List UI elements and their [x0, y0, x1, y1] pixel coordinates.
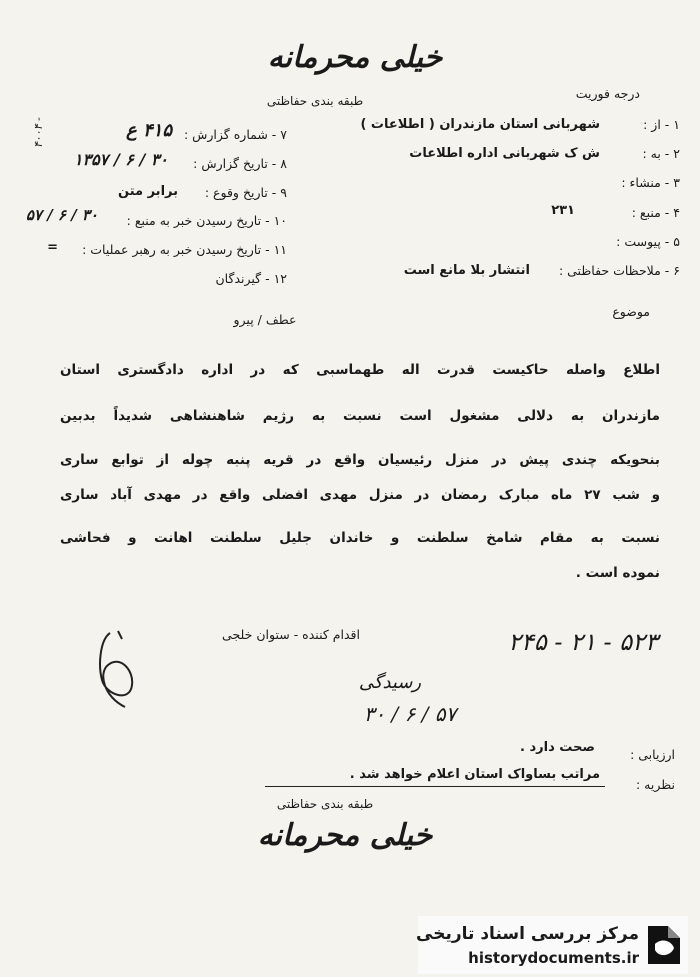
watermark [418, 916, 688, 974]
opinion-value: مراتب بساواک استان اعلام خواهد شد . [349, 767, 600, 782]
handwritten-date: ۳۰ / ۶ / ۵۷ [363, 702, 457, 726]
handwritten-number: ۲۴۵ - ۲۱ - ۵۲۳ [508, 628, 658, 656]
field-origin-label: ۳ - منشاء : [621, 175, 680, 190]
field-to-value: ش ک شهربانی اداره اطلاعات [409, 146, 600, 161]
classification-top: خیلی محرمانه [267, 40, 443, 75]
field-security-value: انتشار بلا مانع است [403, 263, 530, 278]
field-event-date-label: ۹ - تاریخ وقوع : [204, 185, 287, 200]
handwritten-note: رسیدگی [358, 672, 422, 693]
field-to-label: ۲ - به : [642, 146, 680, 161]
field-report-date-value: ۳۰ / ۶ / ۱۳۵۷ [73, 150, 168, 169]
classification-label-bottom: طبقه بندی حفاظتی [276, 797, 374, 811]
watermark-url: historydocuments.ir [468, 949, 639, 967]
field-ops-receipt-label: ۱۱ - تاریخ رسیدن خبر به رهبر عملیات : [82, 242, 287, 257]
action-by: اقدام کننده - ستوان خلجی [222, 627, 360, 642]
field-attachment-label: ۵ - پیوست : [616, 234, 680, 249]
body-line-3: بنحویکه چندی پیش در منزل رئیسیان واقع در قریه پنبه چوله از توابع ساری [60, 452, 660, 468]
field-source-value: ۲۳۱ [551, 203, 575, 218]
opinion-label: نظریه : [636, 777, 675, 792]
body-line-1: اطلاع واصله حاکیست قدرت اله طهماسبی که در اداره دادگستری استان [60, 362, 660, 378]
field-report-number-label: ۷ - شماره گزارش : [183, 127, 287, 142]
reference-label: عطف / پیرو [233, 312, 297, 327]
field-recipients-label: ۱۲ - گیرندگان [215, 271, 287, 286]
field-event-date-value: برابر متن [118, 184, 178, 199]
evaluation-label: ارزیابی : [630, 747, 675, 762]
field-ops-receipt-value: = [47, 240, 58, 255]
document-logo-icon [644, 922, 684, 968]
field-report-number-value: ۴۱۵ ع [125, 120, 172, 141]
field-report-date-label: ۸ - تاریخ گزارش : [193, 156, 287, 171]
evaluation-value: صحت دارد . [520, 740, 595, 755]
field-source-label: ۴ - منبع : [631, 205, 680, 220]
field-from-value: شهربانی استان مازندران ( اطلاعات ) [360, 117, 600, 132]
field-security-label: ۶ - ملاحظات حفاظتی : [558, 263, 680, 278]
subject-label: موضوع [612, 304, 650, 319]
body-line-6: نموده است . [575, 565, 660, 581]
body-line-5: نسبت به مقام شامخ سلطنت و خاندان جلیل سلطنت اهانت و فحاشی [60, 530, 660, 546]
body-line-4: و شب ۲۷ ماه مبارک رمضان در منزل مهدی افضلی واقع در مهدی آباد ساری [60, 487, 660, 503]
field-source-receipt-value: ۳۰ / ۶ / ۵۷ [25, 206, 98, 224]
body-line-2: مازندران به دلالی مشغول است نسبت به رژیم شاهنشاهی شدیداً بدبین [60, 408, 660, 424]
field-source-receipt-label: ۱۰ - تاریخ رسیدن خبر به منبع : [126, 213, 287, 228]
side-note: ۴۰۰۴ - [32, 117, 45, 148]
field-from-label: ۱ - از : [643, 117, 680, 132]
classification-bottom: خیلی محرمانه [257, 818, 433, 853]
signature-mark [80, 625, 150, 715]
watermark-name: مرکز بررسی اسناد تاریخی [416, 924, 639, 944]
opinion-underline [265, 786, 605, 787]
classification-label-top: طبقه بندی حفاظتی [266, 94, 364, 108]
priority-label: درجه فوریت [575, 86, 640, 101]
